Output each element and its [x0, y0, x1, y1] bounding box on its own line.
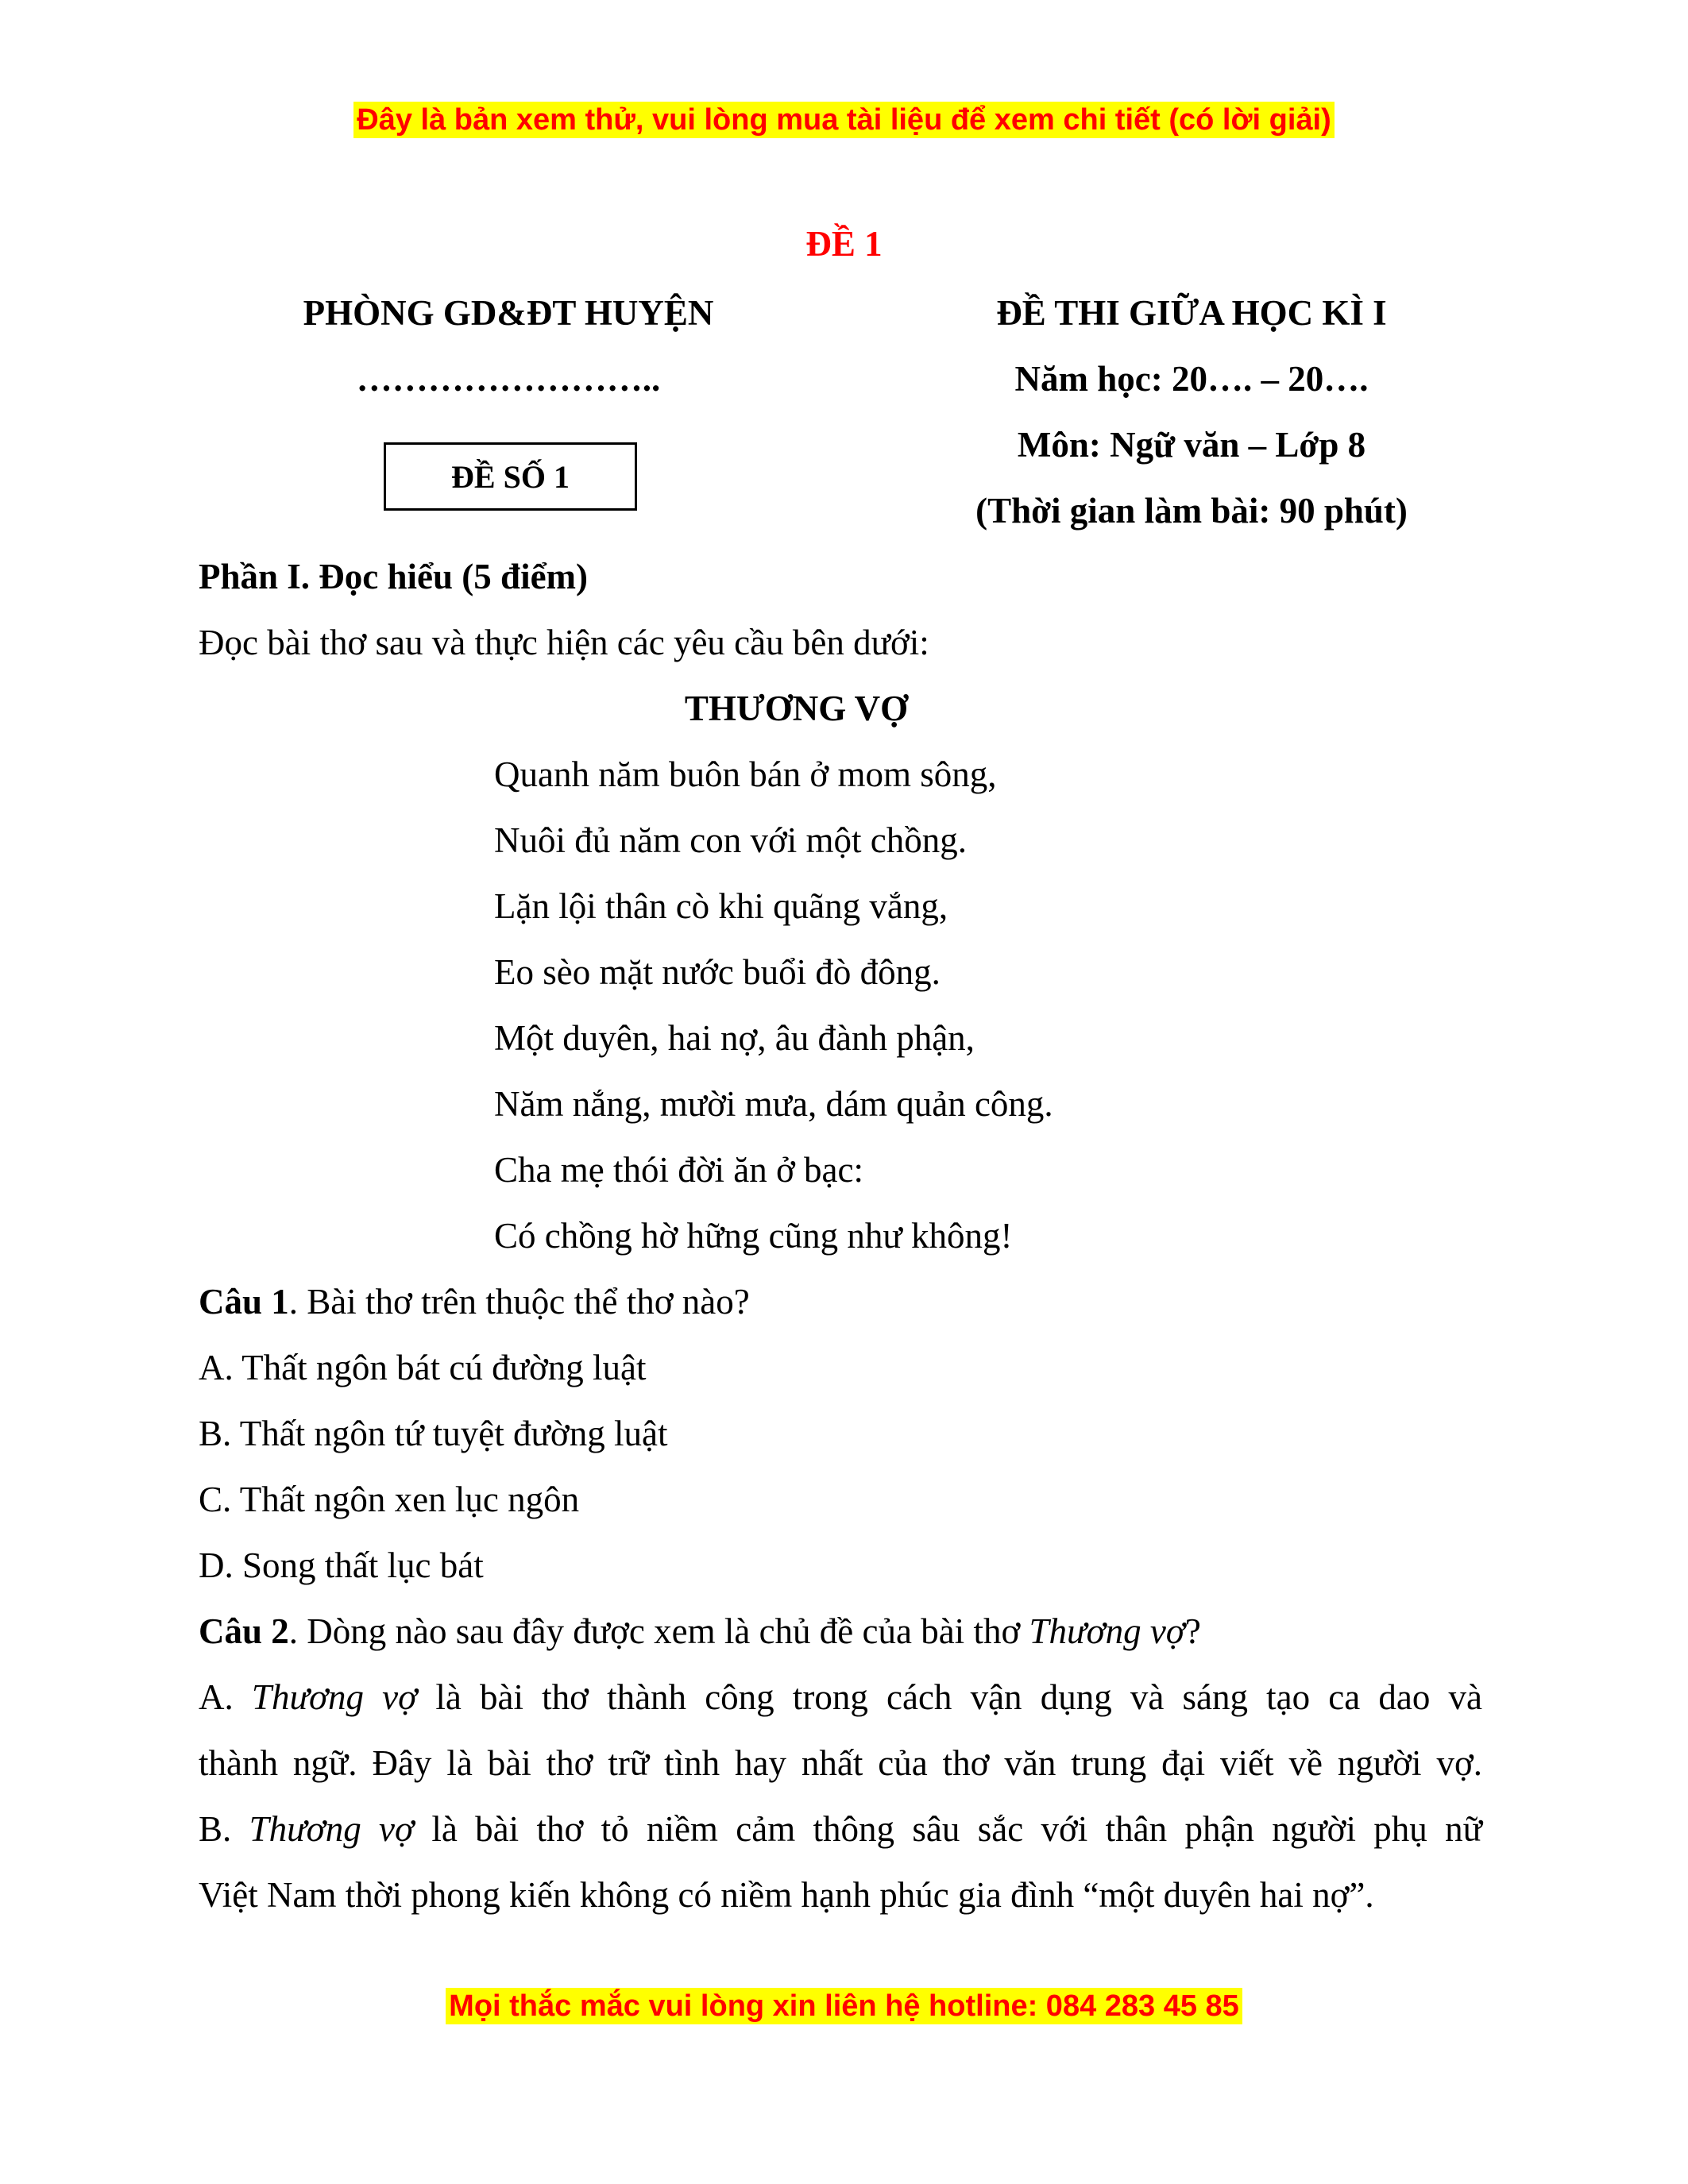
subject: Môn: Ngữ văn – Lớp 8	[1017, 425, 1366, 465]
question-1-label: Câu 1	[199, 1282, 289, 1322]
question-1-option-c: C. Thất ngôn xen lục ngôn	[199, 1480, 580, 1519]
option-a-poem-name: Thương vợ	[251, 1677, 418, 1717]
question-1-option-d: D. Song thất lục bát	[199, 1545, 484, 1585]
option-b-prefix: B.	[199, 1809, 249, 1849]
time-limit: (Thời gian làm bài: 90 phút)	[975, 491, 1408, 531]
question-2-poem-name: Thương vợ	[1029, 1611, 1185, 1651]
question-2-option-a-line1	[199, 1677, 1483, 1717]
poem-line: Eo sèo mặt nước buổi đò đông.	[494, 952, 941, 992]
question-2-option-b-line1	[199, 1809, 1483, 1849]
poem-line: Cha mẹ thói đời ăn ở bạc:	[494, 1150, 863, 1190]
instruction: Đọc bài thơ sau và thực hiện các yêu cầu bên dưới:	[199, 623, 929, 662]
exam-title: ĐỀ THI GIỮA HỌC KÌ I	[996, 293, 1387, 333]
question-1-text: . Bài thơ trên thuộc thể thơ nào?	[288, 1282, 750, 1322]
question-2-option-a-line2: thành ngữ. Đây là bài thơ trữ tình hay nhất của thơ văn trung đại viết về người vợ.	[199, 1743, 1482, 1783]
office-name: PHÒNG GD&ĐT HUYỆN	[303, 293, 714, 333]
exam-label: ĐỀ 1	[805, 224, 883, 264]
option-b-poem-name: Thương vợ	[249, 1809, 415, 1849]
option-a-prefix: A.	[199, 1677, 252, 1717]
office-dots: ……………………..	[356, 359, 661, 399]
exam-number-box	[384, 442, 637, 511]
poem-line: Quanh năm buôn bán ở mom sông,	[494, 754, 997, 794]
question-2-text: . Dòng nào sau đây được xem là chủ đề của bài thơ	[288, 1611, 1029, 1651]
bottom-banner-wrap	[0, 1989, 1688, 2024]
option-b-text: là bài thơ tỏ niềm cảm thông sâu sắc với thân phận người phụ nữ	[414, 1809, 1483, 1849]
poem-line: Năm nắng, mười mưa, dám quản công.	[494, 1084, 1053, 1124]
poem-title: THƯƠNG VỢ	[684, 689, 909, 728]
option-a-text: là bài thơ thành công trong cách vận dụng và sáng tạo ca dao và	[417, 1677, 1483, 1717]
question-1	[199, 1284, 750, 1320]
question-1-option-b: B. Thất ngôn tứ tuyệt đường luật	[199, 1414, 668, 1453]
question-2-label: Câu 2	[199, 1611, 289, 1651]
top-banner-wrap	[0, 103, 1688, 138]
question-2	[199, 1611, 1201, 1651]
exam-number-label: ĐỀ SỐ 1	[451, 458, 570, 495]
bottom-banner: Mọi thắc mắc vui lòng xin liên hệ hotline: 084 283 45 85	[446, 1988, 1242, 2024]
question-1-option-a: A. Thất ngôn bát cú đường luật	[199, 1348, 647, 1387]
top-banner: Đây là bản xem thử, vui lòng mua tài liệu để xem chi tiết (có lời giải)	[353, 102, 1334, 138]
poem-line: Nuôi đủ năm con với một chồng.	[494, 820, 967, 860]
question-2-option-b-line2: Việt Nam thời phong kiến không có niềm hạnh phúc gia đình “một duyên hai nợ”.	[199, 1875, 1374, 1915]
poem-line: Lặn lội thân cò khi quãng vắng,	[494, 886, 948, 926]
poem-line: Có chồng hờ hững cũng như không!	[494, 1216, 1013, 1256]
question-2-end: ?	[1184, 1611, 1201, 1651]
part1-title: Phần I. Đọc hiểu (5 điểm)	[199, 557, 589, 596]
school-year: Năm học: 20…. – 20….	[1014, 359, 1369, 399]
poem-line: Một duyên, hai nợ, âu đành phận,	[494, 1018, 975, 1058]
